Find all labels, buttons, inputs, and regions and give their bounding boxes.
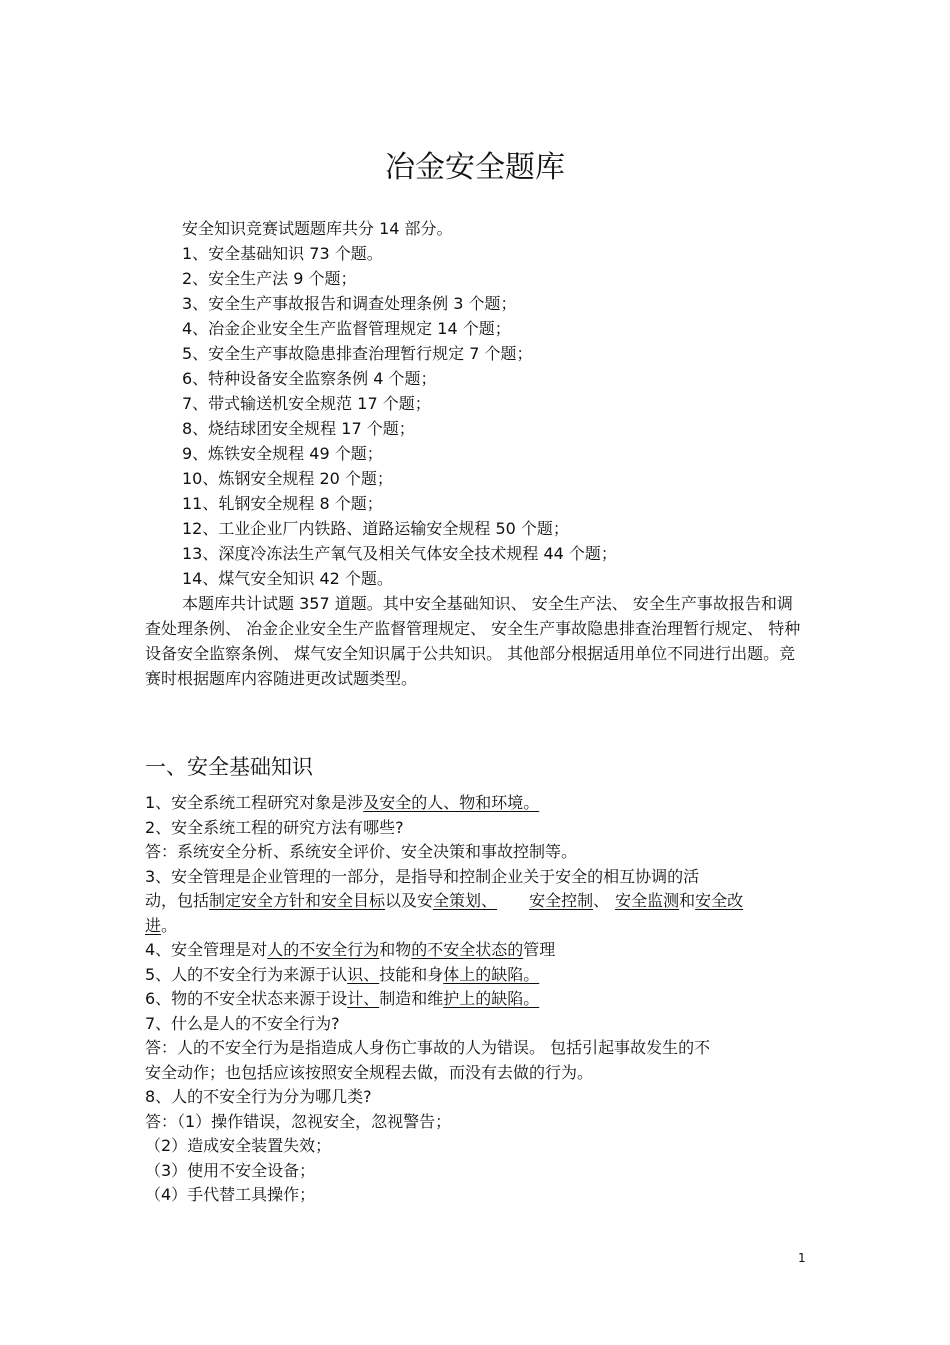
question-4 <box>145 938 805 963</box>
question-text: 5、人的不安全行为来源于认 <box>145 964 348 984</box>
page-number: 1 <box>798 1251 806 1265</box>
question-text: 动，包括 <box>145 891 210 910</box>
question-3: 3、安全管理是企业管理的一部分，是指导和控制企业关于安全的相互协调的活 <box>145 866 700 886</box>
question-5 <box>145 963 805 988</box>
question-text: 和 <box>679 891 696 910</box>
answer-blank: 的不安全状态的 <box>411 940 524 959</box>
question-text: 6、物的不安全状态来源于设 <box>145 989 348 1008</box>
answer-blank: 人的不安全行为 <box>267 940 380 959</box>
part-item: 2、安全生产法 9 个题； <box>182 269 357 288</box>
answer-blank: 计、 <box>347 989 380 1008</box>
answer-blank: 识、 <box>347 964 380 984</box>
part-item: 1、安全基础知识 73 个题。 <box>182 244 383 263</box>
answer-blank: 及安全的人、物和环境。 <box>363 793 540 812</box>
answer-blank: 体上的缺陷。 <box>443 964 540 984</box>
part-item: 4、冶金企业安全生产监督管理规定 14 个题； <box>182 319 511 338</box>
answer-blank: 制定安全方针和安全目标 <box>209 891 386 910</box>
part-item: 6、特种设备安全监察条例 4 个题； <box>182 369 437 388</box>
question-2: 2、安全系统工程的研究方法有哪些? <box>145 817 404 837</box>
question-text: 以及安 <box>385 891 434 910</box>
part-item: 8、烧结球团安全规程 17 个题； <box>182 419 415 438</box>
section-heading: 一、安全基础知识 <box>145 755 313 779</box>
answer-8-item: 答：（1）操作错误，忽视安全，忽视警告； <box>145 1111 452 1131</box>
part-item: 13、深度冷冻法生产氧气及相关气体安全技术规程 44 个题； <box>182 544 617 563</box>
answer-8-item: （4）手代替工具操作； <box>145 1185 316 1204</box>
question-text: 、 <box>593 891 610 910</box>
intro-block <box>145 216 805 691</box>
part-item: 3、安全生产事故报告和调查处理条例 3 个题； <box>182 294 517 313</box>
answer-blank: 护上的缺陷。 <box>443 989 540 1008</box>
question-8: 8、人的不安全行为分为哪几类? <box>145 1087 372 1106</box>
part-item: 11、轧钢安全规程 8 个题； <box>182 494 383 513</box>
part-item: 7、带式输送机安全规范 17 个题； <box>182 394 431 413</box>
intro-paragraph: 本题库共计试题 357 道题。其中安全基础知识、 安全生产法、 安全生产事故报告和调查处理条例、 冶金企业安全生产监督管理规定、 安全生产事故隐患排查治理暂行规定、 特种设备安全监察条例、 煤气安全知识属于公共知识。 其他部分根据适用单位不同进行出题。竞赛时根据题库内容随进更改试题类型。 <box>145 594 801 688</box>
part-item: 5、安全生产事故隐患排查治理暂行规定 7 个题； <box>182 344 533 363</box>
question-6 <box>145 987 805 1012</box>
question-3-cont <box>145 889 805 914</box>
question-text: 。 <box>161 915 178 935</box>
question-text: 1、安全系统工程研究对象是涉 <box>145 793 364 812</box>
answer-blank: 安全控制 <box>529 891 594 910</box>
question-text: 技能和身 <box>379 964 444 984</box>
intro-summary: 安全知识竞赛试题题库共分 14 部分。 <box>182 219 453 238</box>
question-1 <box>145 791 805 816</box>
answer-7-cont: 安全动作；也包括应该按照安全规程去做，而没有去做的行为。 <box>145 1062 594 1082</box>
question-text: 和物 <box>379 940 412 959</box>
answer-7: 答：人的不安全行为是指造成人身伤亡事故的人为错误。 包括引起事故发生的不 <box>145 1038 711 1057</box>
answer-2: 答：系统安全分析、系统安全评价、安全决策和事故控制等。 <box>145 842 578 861</box>
answer-blank: 进 <box>145 915 162 935</box>
answer-blank: 全策划、 <box>433 891 498 910</box>
question-3-end <box>145 914 805 939</box>
part-item: 10、炼钢安全规程 20 个题； <box>182 469 393 488</box>
part-item: 9、炼铁安全规程 49 个题； <box>182 444 383 463</box>
part-item: 14、煤气安全知识 42 个题。 <box>182 569 393 588</box>
question-text: 制造和维 <box>379 989 444 1008</box>
question-list <box>145 791 805 1208</box>
question-text: 管理 <box>523 940 556 959</box>
answer-blank: 安全监测 <box>615 891 680 910</box>
document-title: 冶金安全题库 <box>385 150 565 185</box>
part-item: 12、工业企业厂内铁路、道路运输安全规程 50 个题； <box>182 519 569 538</box>
question-7: 7、什么是人的不安全行为? <box>145 1013 340 1033</box>
answer-8-item: （3）使用不安全设备； <box>145 1160 316 1180</box>
answer-blank: 安全改 <box>695 891 744 910</box>
question-text: 4、安全管理是对 <box>145 940 268 959</box>
answer-8-item: （2）造成安全装置失效； <box>145 1136 332 1155</box>
